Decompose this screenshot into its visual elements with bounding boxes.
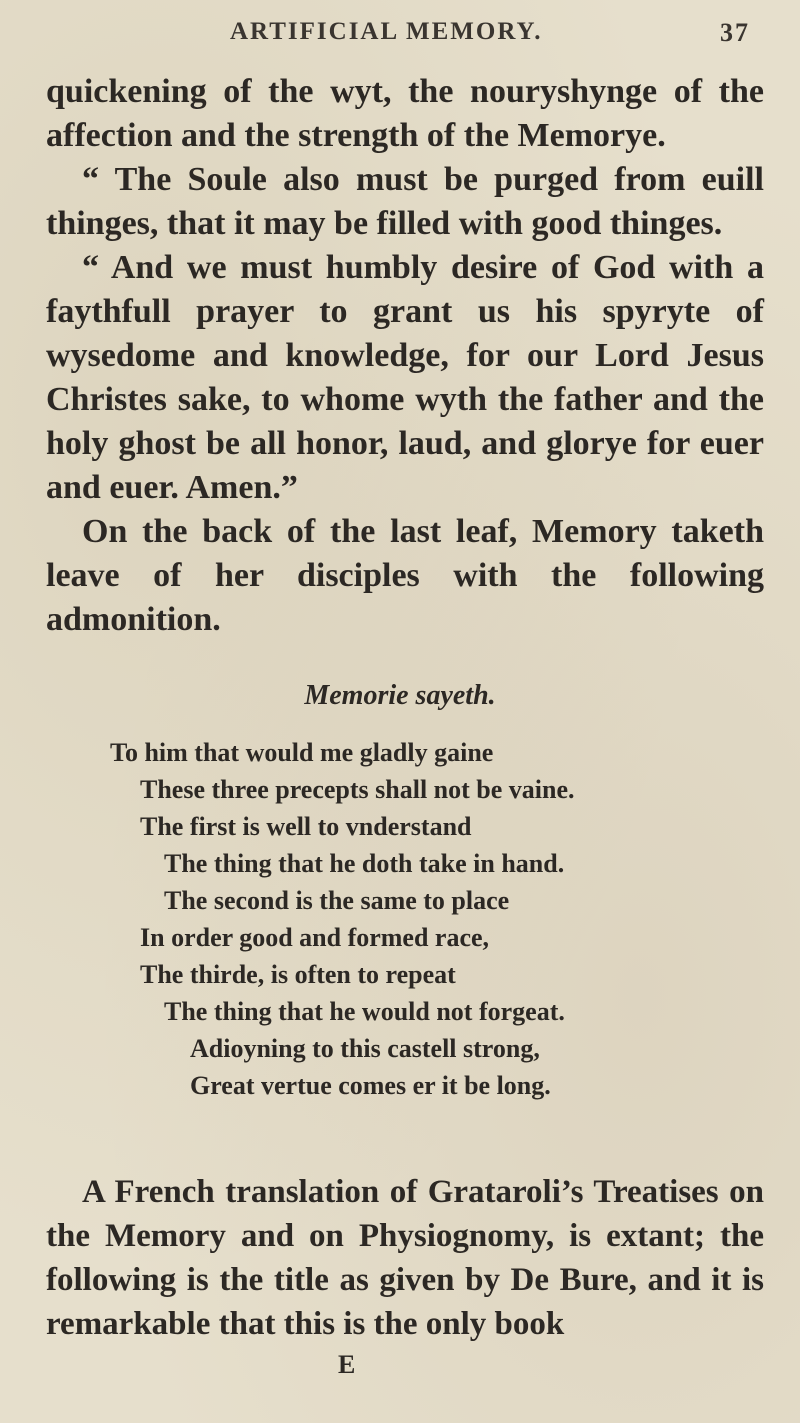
verse-line: Adioyning to this castell strong, [190,1034,540,1063]
paragraph-3: “ And we must humbly desire of God with a faythfull prayer to grant us his spyryte of wysedome and knowledge, for our Lord Jesus Christes sake, to whome wyth the father and the holy ghost be all honor, laud, and glorye for euer and euer. Amen.” [46,249,764,506]
signature-mark: E [338,1350,356,1379]
page-number: 37 [720,18,750,47]
paragraph-1: quickening of the wyt, the nouryshynge of the affection and the strength of the Memorye. [46,73,764,154]
paragraph-4: On the back of the last leaf, Memory taketh leave of her disciples with the following admonition. [46,513,764,638]
footnote-text: A French translation of Grataroli’s Treatises on the Memory and on Physiognomy, is extant; the following is the title as given by De Bure, and it is remarkable that this is the only book [46,1174,764,1342]
verse-heading: Memorie sayeth. [304,680,496,711]
footnote [46,1170,764,1346]
verse-line: To him that would me gladly gaine [110,738,494,767]
verse-line: These three precepts shall not be vaine. [140,775,575,804]
verse-line: Great vertue comes er it be long. [190,1071,551,1100]
verse-line: In order good and formed race, [140,923,490,952]
verse-line: The thirde, is often to repeat [140,960,456,989]
verse-block [110,734,750,1104]
verse-line: The second is the same to place [164,886,510,915]
running-head-title: ARTIFICIAL MEMORY. [230,18,543,45]
verse-line: The thing that he would not forgeat. [164,997,565,1026]
verse-line: The thing that he doth take in hand. [164,849,565,878]
paragraph-2: “ The Soule also must be purged from euill thinges, that it may be filled with good thinges. [46,161,764,242]
verse-line: The first is well to vnderstand [140,812,472,841]
body-text [46,70,764,642]
running-head [150,14,750,54]
